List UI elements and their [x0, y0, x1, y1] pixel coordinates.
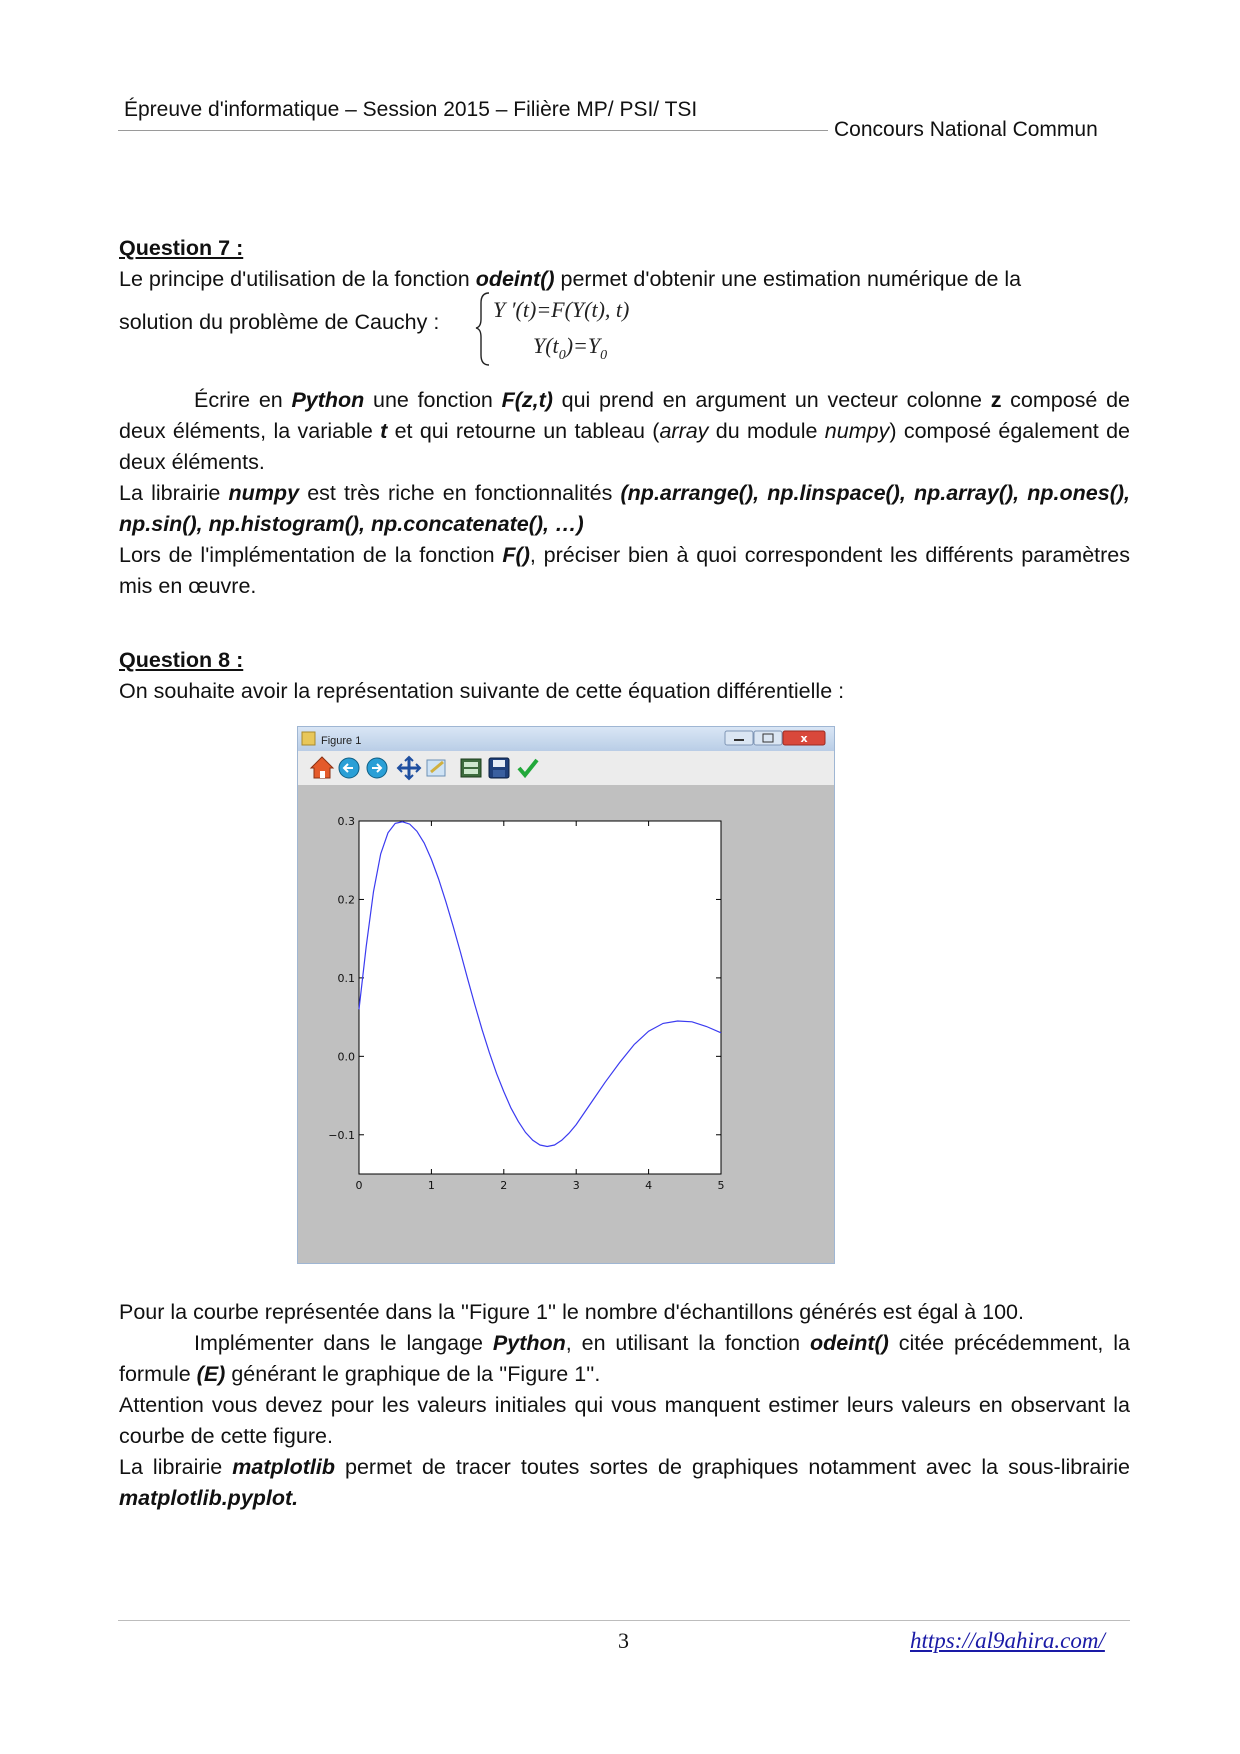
question-7-numpy-note	[119, 478, 1130, 540]
y-tick-label: 0.1	[337, 971, 355, 985]
back-arrow-icon[interactable]	[339, 758, 359, 778]
text-run: qui prend en argument un vecteur colonne	[552, 388, 991, 412]
text-run: Le principe d'utilisation de la fonction	[119, 267, 476, 291]
zoom-icon[interactable]	[427, 760, 445, 776]
y-tick-label: 0.0	[337, 1050, 355, 1064]
x-tick-label: 2	[500, 1179, 508, 1192]
x-tick-label: 0	[355, 1179, 363, 1192]
eq-subscript: 0	[558, 348, 566, 363]
question-7-section	[119, 233, 1130, 707]
eq-part: Y(t	[533, 333, 559, 358]
text-run: est très riche en fonctionnalités	[299, 481, 621, 505]
text-run: permet d'obtenir une estimation numérique de la	[554, 267, 1022, 291]
text-run: numpy	[824, 419, 890, 443]
text-run: Implémenter dans le langage	[194, 1331, 493, 1355]
text-run: (np.arrange(), np.linspace(), np.array(), np.ones(), np.sin(), np.histogram(), np.concatenate(), …)	[119, 481, 1130, 536]
page-number: 3	[618, 1628, 629, 1653]
header-exam-title: Épreuve d'informatique – Session 2015 – Filière MP/ PSI/ TSI	[124, 98, 698, 121]
text-run: Écrire en	[194, 388, 292, 412]
cauchy-label: solution du problème de Cauchy :	[119, 310, 440, 334]
text-run: t	[380, 419, 388, 443]
brace-icon	[476, 293, 489, 365]
question-8-matplotlib-note	[119, 1452, 1130, 1514]
forward-arrow-icon[interactable]	[367, 758, 387, 778]
text-run: ) composé également de deux éléments.	[119, 419, 1130, 474]
text-run: Lors de l'implémentation de la fonction	[119, 543, 503, 567]
x-tick-label: 4	[645, 1179, 653, 1192]
footer-link[interactable]: https://al9ahira.com/	[910, 1628, 1105, 1653]
question-7-parameters-note	[119, 540, 1130, 602]
eq-subscript: 0	[600, 348, 608, 363]
window-title: Figure 1	[321, 735, 362, 747]
eq-part: )=Y	[565, 333, 601, 358]
header-divider	[118, 130, 828, 131]
y-tick-label: 0.2	[337, 893, 355, 907]
text-run: citée précédemment, la formule	[119, 1331, 1130, 1386]
text-run: matplotlib	[232, 1455, 335, 1479]
text-run: La librairie	[119, 481, 229, 505]
footer-divider	[118, 1620, 1130, 1621]
question-8-instruction	[119, 1328, 1130, 1390]
question-7-title: Question 7 :	[119, 236, 244, 260]
text-run: numpy	[228, 481, 300, 505]
save-icon[interactable]	[489, 758, 509, 778]
close-window-button[interactable]	[783, 731, 825, 745]
y-tick-label: −0.1	[328, 1128, 355, 1142]
text-run: , préciser bien à quoi correspondent les différents paramètres mis en œuvre.	[119, 543, 1130, 598]
question-7-instruction	[119, 385, 1130, 478]
question-8-title: Question 8 :	[119, 648, 244, 672]
cauchy-system-equation	[475, 287, 715, 369]
svg-text:x: x	[800, 732, 808, 745]
question-8-sample-count: Pour la courbe représentée dans la ''Figure 1'' le nombre d'échantillons générés est égal à 100.	[119, 1300, 1024, 1324]
text-run: une fonction	[364, 388, 502, 412]
text-run: z	[990, 388, 1002, 412]
text-run: matplotlib.pyplot.	[119, 1486, 299, 1510]
text-run: du module	[708, 419, 825, 443]
x-tick-label: 5	[717, 1179, 725, 1192]
question-8-section	[119, 1297, 1130, 1514]
minimize-button[interactable]	[725, 731, 753, 745]
text-run: Python	[291, 388, 365, 412]
y-tick-label: 0.3	[337, 815, 355, 828]
plot-area	[359, 821, 721, 1174]
text-run: array	[659, 419, 709, 443]
text-run: La librairie	[119, 1455, 233, 1479]
window-icon	[302, 732, 315, 745]
configure-subplots-icon[interactable]	[461, 759, 481, 777]
text-run: et qui retourne un tableau (	[387, 419, 660, 443]
question-8-intro: On souhaite avoir la représentation suivante de cette équation différentielle :	[119, 679, 845, 703]
x-tick-label: 1	[427, 1179, 435, 1192]
text-run: (E)	[196, 1362, 226, 1386]
figure-window	[297, 726, 835, 1264]
text-run: Python	[492, 1331, 566, 1355]
text-run: , en utilisant la fonction	[565, 1331, 810, 1355]
text-run: odeint()	[475, 267, 555, 291]
question-8-initial-values-note: Attention vous devez pour les valeurs initiales qui vous manquent estimer leurs valeurs en observant la courbe de cette figure.	[119, 1393, 1130, 1448]
maximize-button[interactable]	[754, 731, 782, 745]
text-run: composé de deux éléments, la variable	[119, 388, 1130, 443]
equation-line-2	[533, 333, 607, 363]
text-run: générant le graphique de la ''Figure 1''.	[225, 1362, 601, 1386]
text-run: permet de tracer toutes sortes de graphiques notamment avec la sous-librairie	[334, 1455, 1130, 1479]
header-contest-name: Concours National Commun	[834, 118, 1098, 141]
text-run: F()	[502, 543, 530, 567]
line-chart	[328, 815, 724, 1192]
equation-line-1: Y ′(t)=F(Y(t), t)	[493, 297, 630, 322]
text-run: odeint()	[810, 1331, 889, 1355]
x-tick-label: 3	[572, 1179, 580, 1192]
cauchy-problem	[119, 295, 1130, 385]
text-run: F(z,t)	[501, 388, 553, 412]
